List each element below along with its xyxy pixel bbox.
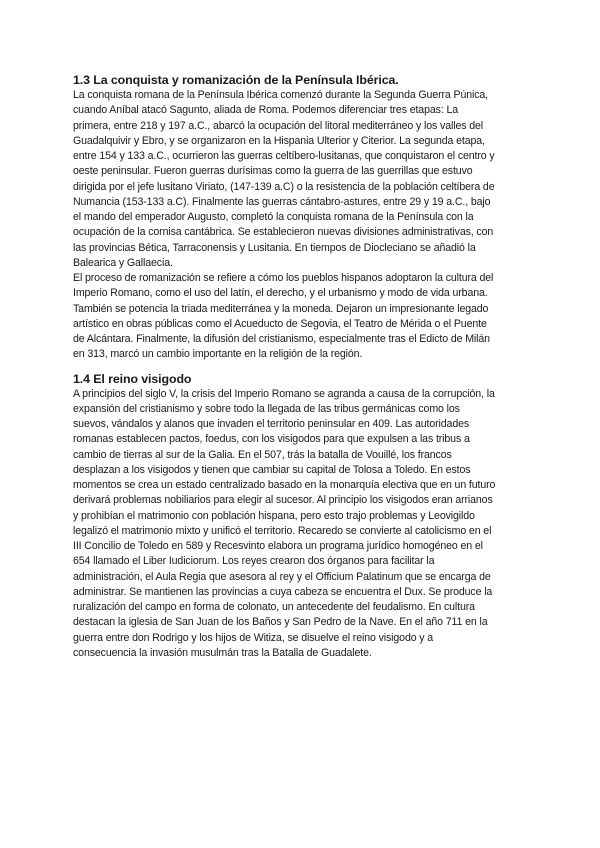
text-line: romanas establecen pactos, foedus, con los visigodos para que expulsen a las tribus a: [73, 433, 470, 446]
text-line: suevos, vándalos y alanos que invaden el territorio peninsular en 409. Las autoridades: [73, 418, 470, 430]
section-heading: 1.4 El reino visigodo: [73, 371, 192, 386]
text-line: También se potencia la triada mediterránea y la moneda. Dejaron un impresionante legado: [73, 302, 489, 315]
section-reino-visigodo: [73, 371, 529, 662]
text-line: primera, entre 218 y 197 a.C., abarcó la ocupación del litoral mediterráneo y los valles del: [73, 119, 483, 132]
text-line: dirigida por el jefe lusitano Viriato, (147-139 a.C) o la resistencia de la población celtíbera de: [73, 180, 495, 193]
text-line: consecuencia la invasión musulmán tras la Batalla de Guadalete.: [73, 646, 372, 659]
text-line: El proceso de romanización se refiere a cómo los pueblos hispanos adoptaron la cultura del: [73, 272, 494, 284]
section-paragraphs: [73, 387, 529, 662]
text-line: Numancia (153-133 a.C). Finalmente las guerras cántabro-astures, entre 29 y 19 a.C., bajo: [73, 195, 491, 208]
text-line: artístico en obras públicas como el Acueducto de Segovia, el Teatro de Mérida o el Puente: [73, 317, 487, 330]
text-line: expansión del cristianismo y sobre todo la llegada de las tribus germánicas como los: [73, 402, 460, 415]
text-line: ruralización del campo en forma de colonato, un antecedente del feudalismo. En cultura: [73, 601, 475, 613]
section-paragraphs: [73, 88, 529, 363]
text-line: administración, el Aula Regia que asesora al rey y el Officium Palatinum que se encarga de: [73, 570, 491, 583]
text-line: legalizó el matrimonio mixto y unificó el territorio. Recaredo se convierte al catolicismo en el: [73, 524, 492, 537]
text-line: guerra entre don Rodrigo y los hijos de Witiza, se disuelve el reino visigodo y a: [73, 631, 434, 644]
text-line: Imperio Romano, como el uso del latín, el derecho, y el urbanismo y modo de vida urbana.: [73, 287, 488, 300]
section-romanizacion: [73, 72, 529, 363]
text-line: cuando Aníbal atacó Sagunto, aliada de Roma. Podemos diferenciar tres etapas: La: [73, 104, 458, 117]
text-line: A principios del siglo V, la crisis del Imperio Romano se agranda a causa de la corrupción, la: [73, 387, 495, 400]
text-line: de Alcántara. Finalmente, la difusión del cristianismo, especialmente tras el Edicto de Milán: [73, 333, 490, 345]
text-line: Balearica y Gallaecia.: [73, 256, 173, 269]
document-body: [73, 72, 529, 661]
text-line: y prohibían el matrimonio con población hispana, pero esto trajo problemas y Leovigildo: [73, 509, 475, 522]
text-line: III Concilio de Toledo en 589 y Recesvinto elabora un programa jurídico homogéneo en el: [73, 540, 483, 552]
text-line: el mando del emperador Augusto, completó la conquista romana de la Península con la: [73, 211, 474, 223]
text-line: administrar. Se mantienen las provincias a cuya cabeza se encuentra el Dux. Se produce la: [73, 585, 493, 598]
text-line: desplazan a los visigodos y tienen que cambiar su capital de Tolosa a Toledo. En estos: [73, 463, 471, 476]
text-line: 654 llamado el Liber Iudiciorum. Los reyes crearon dos órganos para facilitar la: [73, 555, 435, 568]
text-line: en 313, marcó un cambio importante en la religión de la región.: [73, 348, 363, 361]
section-heading: 1.3 La conquista y romanización de la Península Ibérica.: [73, 73, 399, 87]
text-line: entre 154 y 133 a.C., ocurrieron las guerras celtíbero-lusitanas, que conquistaron el centro y: [73, 150, 495, 162]
text-line: Guadalquivir y Ebro, y se organizaron en la Hispania Ulterior y Citerior. La segunda etapa,: [73, 134, 485, 147]
text-line: La conquista romana de la Península Ibérica comenzó durante la Segunda Guerra Púnica,: [73, 89, 488, 101]
text-line: destacan la iglesia de San Juan de los Baños y San Pedro de la Nave. En el año 711 en la: [73, 616, 488, 629]
text-line: derivará problemas nobiliarios para elegir al sucesor. Al principio los visigodos eran arrianos: [73, 494, 493, 507]
text-line: cambio de tierras al sur de la Galia. En el 507, trás la batalla de Vouillé, los francos: [73, 448, 452, 461]
text-line: las provincias Bética, Tarraconensis y Lusitania. En tiempos de Diocleciano se añadió la: [73, 241, 476, 254]
text-line: momentos se crea un estado centralizado basado en la monarquía electiva que en un futuro: [73, 479, 496, 491]
text-line: oeste peninsular. Fueron guerras durísimas como la guerra de las guerrillas que estuvo: [73, 165, 473, 178]
text-line: ocupación de la cornisa cantábrica. Se establecieron nuevas divisiones administrativas, con: [73, 226, 494, 239]
